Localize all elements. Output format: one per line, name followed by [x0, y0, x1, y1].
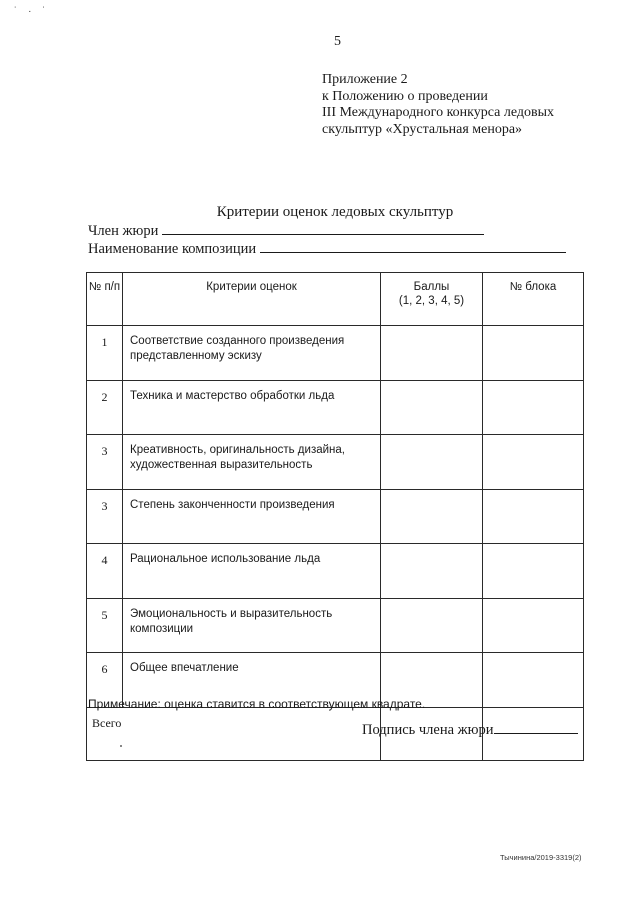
- total-label: Всего: [87, 707, 381, 761]
- row-number: 2: [87, 380, 123, 435]
- header-score: [381, 273, 483, 326]
- scan-dot: [120, 745, 122, 747]
- row-criterion: Степень законченности произведения: [123, 489, 381, 544]
- row-number: 5: [87, 598, 123, 653]
- appendix-line: Приложение 2: [322, 72, 408, 87]
- row-number: 3: [87, 435, 123, 490]
- row-criterion: Креативность, оригинальность дизайна, художественная выразительность: [123, 435, 381, 490]
- page-number: 5: [334, 34, 341, 49]
- table-row: [87, 544, 584, 599]
- appendix-line: к Положению о проведении: [322, 88, 488, 104]
- appendix-line: скульптур «Хрустальная менора»: [322, 121, 523, 137]
- jury-member-label: Член жюри: [88, 223, 159, 239]
- row-number: 6: [87, 653, 123, 708]
- signature-field: [362, 721, 578, 739]
- row-number: 3: [87, 489, 123, 544]
- table-row: [87, 380, 584, 435]
- score-cell[interactable]: [381, 489, 483, 544]
- row-criterion: Соответствие созданного произведения представленному эскизу: [123, 326, 381, 381]
- score-cell[interactable]: [381, 598, 483, 653]
- appendix-header: [322, 72, 554, 138]
- score-cell[interactable]: [381, 380, 483, 435]
- score-cell[interactable]: [381, 435, 483, 490]
- block-cell[interactable]: [483, 380, 584, 435]
- composition-name-label: Наименование композиции: [88, 241, 257, 257]
- scan-specks: ˙ · ˙: [14, 6, 50, 17]
- header-num: № п/п: [87, 273, 123, 326]
- footer-document-code: Тычинина/2019-3319(2): [500, 853, 582, 862]
- score-cell[interactable]: [381, 326, 483, 381]
- appendix-line: III Международного конкурса ледовых: [322, 105, 555, 120]
- block-cell[interactable]: [483, 544, 584, 599]
- block-cell[interactable]: [483, 326, 584, 381]
- composition-name-input-line[interactable]: [260, 240, 566, 253]
- block-cell[interactable]: [483, 653, 584, 708]
- document-title: Критерии оценок ледовых скульптур: [216, 204, 454, 220]
- table-row: [87, 489, 584, 544]
- header-score-label: Баллы: [413, 281, 450, 293]
- table-row: [87, 326, 584, 381]
- row-criterion: Рациональное использование льда: [123, 544, 381, 599]
- signature-label: Подпись члена жюри: [362, 722, 494, 738]
- row-criterion: Общее впечатление: [123, 653, 381, 708]
- block-cell[interactable]: [483, 598, 584, 653]
- table-row: [87, 598, 584, 653]
- criteria-table: [86, 272, 584, 761]
- row-criterion: Эмоциональность и выразительность композиции: [123, 598, 381, 653]
- block-cell[interactable]: [483, 489, 584, 544]
- row-number: 1: [87, 326, 123, 381]
- block-cell[interactable]: [483, 435, 584, 490]
- table-row: [87, 435, 584, 490]
- table-note: Примечание: оценка ставится в соответствующем квадрате.: [88, 697, 426, 711]
- row-number: 4: [87, 544, 123, 599]
- header-criteria: Критерии оценок: [123, 273, 381, 326]
- row-criterion: Техника и мастерство обработки льда: [123, 380, 381, 435]
- signature-input-line[interactable]: [494, 721, 578, 734]
- header-score-scale: (1, 2, 3, 4, 5): [398, 295, 465, 307]
- header-block: № блока: [483, 273, 584, 326]
- jury-member-input-line[interactable]: [162, 222, 484, 235]
- composition-name-field: [88, 240, 566, 258]
- score-cell[interactable]: [381, 544, 483, 599]
- jury-member-field: [88, 222, 484, 240]
- table-header-row: [87, 273, 584, 326]
